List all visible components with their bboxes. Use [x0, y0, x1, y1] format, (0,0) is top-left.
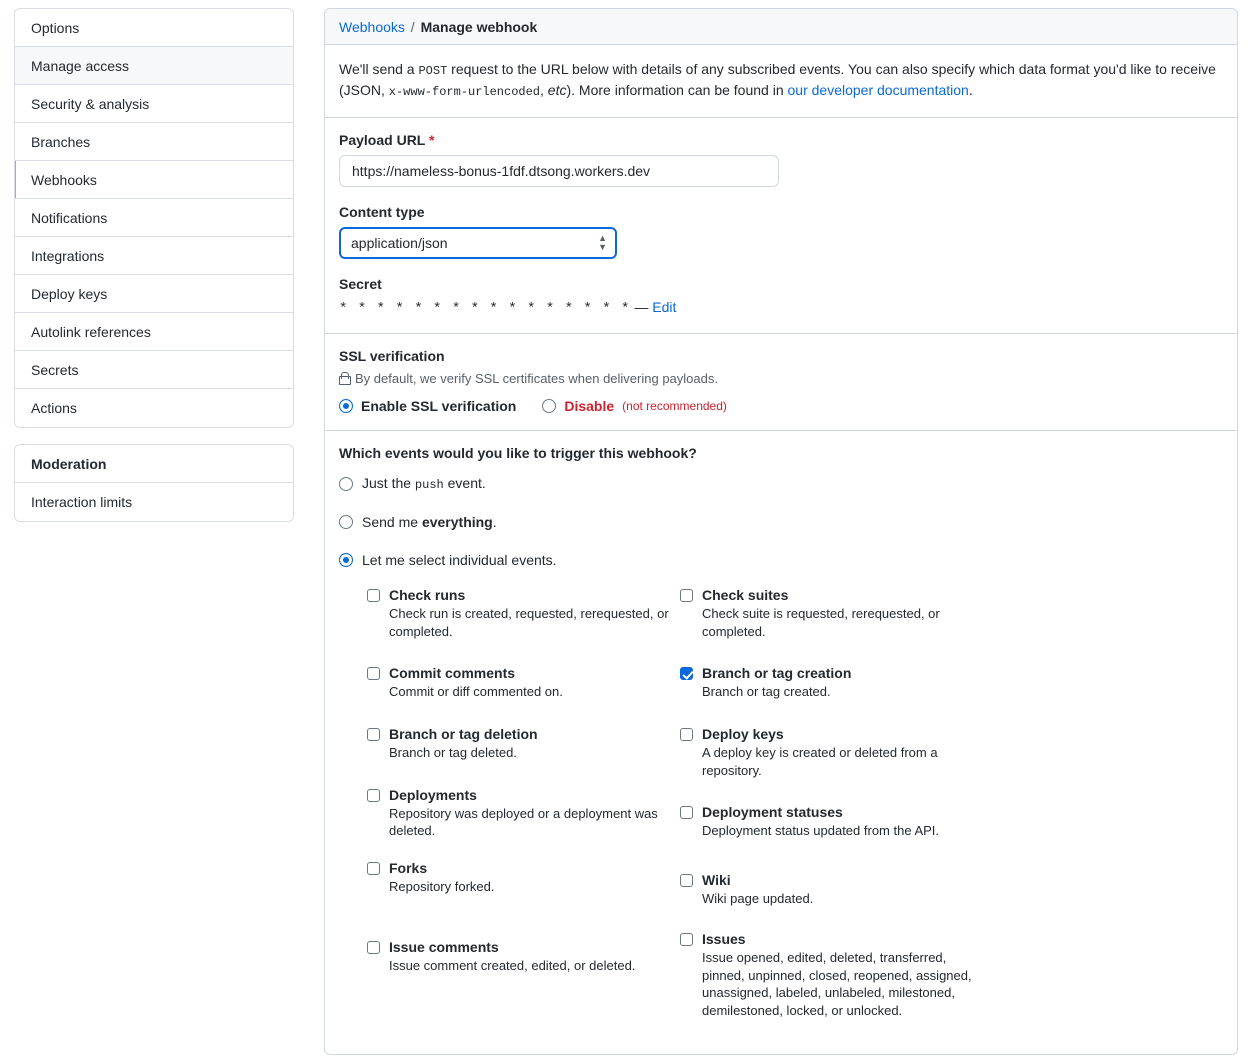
event-title: Issues [702, 930, 746, 947]
event-title: Deployments [389, 786, 477, 803]
sidebar-item-security-analysis[interactable] [15, 85, 293, 123]
event-individual-radio[interactable] [339, 553, 353, 567]
event-title: Check runs [389, 587, 466, 603]
event-desc: Check suite is requested, rerequested, or completed. [702, 606, 940, 639]
sidebar-primary-nav [14, 8, 294, 428]
chevron-updown-icon: ▲ ▼ [598, 233, 607, 252]
ssl-note-text: By default, we verify SSL certificates when delivering payloads. [355, 371, 718, 386]
event-desc: A deploy key is created or deleted from a repository. [702, 745, 938, 778]
event-everything-radio[interactable] [339, 515, 353, 529]
event-title: Check suites [702, 587, 789, 603]
event-desc: Check run is created, requested, rerequested, or completed. [389, 606, 669, 639]
intro-part-d: ). More information can be found in [566, 82, 788, 98]
event-everything-strong: everything [421, 514, 493, 530]
event-option-push[interactable] [339, 475, 1223, 492]
event-desc: Branch or tag deleted. [389, 745, 517, 761]
event-desc: Commit or diff commented on. [389, 684, 563, 700]
developer-documentation-link[interactable]: our developer documentation [787, 82, 969, 98]
event-deployment-statuses-text [702, 803, 939, 840]
event-everything-label [362, 514, 497, 530]
event-branch-tag-deletion-text [389, 725, 538, 762]
event-deployment-statuses-checkbox[interactable] [680, 806, 693, 819]
secret-edit-link[interactable]: Edit [652, 299, 677, 315]
event-push-radio[interactable] [339, 477, 353, 491]
manage-webhook-panel [324, 8, 1238, 1055]
event-column-left [367, 586, 680, 1038]
sidebar-item-actions[interactable] [15, 389, 293, 427]
breadcrumb-separator: / [410, 19, 415, 35]
sidebar-item-autolink-references[interactable] [15, 313, 293, 351]
event-branch-tag-deletion[interactable] [367, 725, 680, 762]
event-push-suffix: event. [443, 475, 486, 491]
event-check-suites-checkbox[interactable] [680, 589, 693, 602]
urlencoded-code: x-www-form-urlencoded [388, 85, 541, 99]
event-branch-tag-creation[interactable] [680, 664, 1223, 701]
sidebar-item-label: Actions [31, 400, 77, 416]
event-title: Commit comments [389, 665, 516, 682]
required-marker: * [429, 132, 435, 148]
event-desc: Repository forked. [389, 879, 495, 895]
breadcrumb-current: Manage webhook [420, 19, 538, 35]
sidebar-item-manage-access[interactable] [15, 47, 293, 85]
sidebar-item-label: Deploy keys [31, 286, 108, 302]
event-everything-suffix: . [492, 514, 497, 530]
sidebar-item-label: Secrets [31, 362, 79, 378]
event-desc: Deployment status updated from the API. [702, 823, 940, 839]
event-commit-comments[interactable] [367, 664, 680, 701]
event-push-label [362, 475, 486, 492]
content-type-label: Content type [339, 204, 425, 220]
sidebar-moderation-heading: Moderation [15, 445, 293, 483]
sidebar-moderation-nav [14, 444, 294, 522]
event-desc: Branch or tag created. [702, 684, 831, 700]
event-option-everything[interactable] [339, 514, 1223, 530]
event-everything-prefix: Send me [362, 514, 422, 530]
intro-section [325, 45, 1237, 118]
event-deployments[interactable] [367, 786, 680, 840]
event-check-runs-checkbox[interactable] [367, 589, 380, 602]
events-section [325, 431, 1237, 1054]
ssl-note [339, 371, 1223, 386]
event-issues[interactable] [680, 930, 1223, 1019]
event-title: Issue comments [389, 938, 499, 955]
ssl-disable-option[interactable] [542, 398, 727, 414]
event-check-suites[interactable] [680, 586, 1223, 640]
event-title: Wiki [702, 872, 731, 889]
sidebar-item-notifications[interactable] [15, 199, 293, 237]
intro-part-b: request to the URL below with details of any subscribed events. You can also specify which data format you'd like to receive (JSON, [339, 61, 1216, 98]
events-title: Which events would you like to trigger this webhook? [339, 445, 697, 461]
sidebar-item-secrets[interactable] [15, 351, 293, 389]
event-push-prefix: Just the [362, 475, 415, 491]
sidebar-item-label: Integrations [31, 248, 105, 264]
ssl-enable-option[interactable] [339, 398, 516, 414]
content-type-select[interactable] [339, 227, 617, 259]
event-branch-tag-deletion-checkbox[interactable] [367, 728, 380, 741]
sidebar-item-branches[interactable] [15, 123, 293, 161]
secret-label: Secret [339, 276, 382, 292]
event-title: Forks [389, 860, 428, 877]
event-checkbox-grid [367, 586, 1223, 1038]
event-wiki-checkbox[interactable] [680, 874, 693, 887]
sidebar-item-options[interactable] [15, 9, 293, 47]
event-deployment-statuses[interactable] [680, 803, 1223, 840]
sidebar-item-integrations[interactable] [15, 237, 293, 275]
sidebar-item-label: Notifications [31, 210, 108, 226]
ssl-disable-radio[interactable] [542, 399, 556, 413]
event-desc: Issue comment created, edited, or deleted. [389, 957, 636, 973]
ssl-enable-radio[interactable] [339, 399, 353, 413]
content-type-select-wrap [339, 227, 617, 259]
event-forks-text [389, 859, 495, 896]
payload-url-input[interactable] [339, 155, 779, 187]
sidebar-item-label: Autolink references [31, 324, 151, 340]
event-branch-tag-creation-text [702, 664, 851, 701]
secret-dash: — [634, 299, 649, 315]
ssl-disable-label: Disable [564, 398, 615, 414]
push-code: push [414, 478, 444, 492]
event-option-individual[interactable] [339, 552, 1223, 568]
ssl-verification-section [325, 334, 1237, 431]
event-wiki[interactable] [680, 871, 1223, 908]
event-individual-label: Let me select individual events. [362, 552, 557, 568]
event-issue-comments[interactable] [367, 938, 680, 975]
sidebar-item-label: Manage access [31, 58, 130, 74]
settings-sidebar [14, 8, 294, 522]
ssl-disable-suffix: (not recommended) [622, 399, 727, 413]
event-issues-checkbox[interactable] [680, 933, 693, 946]
sidebar-item-webhooks[interactable] [15, 161, 293, 199]
breadcrumb-webhooks-link[interactable]: Webhooks [339, 19, 405, 35]
sidebar-item-deploy-keys[interactable] [15, 275, 293, 313]
secret-masked-value: * * * * * * * * * * * * * * * * [339, 301, 631, 317]
event-desc: Wiki page updated. [702, 891, 814, 907]
event-desc: Issue opened, edited, deleted, transferred, pinned, unpinned, closed, reopened, assigned, unassigned, labeled, unlabeled, milestoned, demilestoned, locked, or unlocked. [702, 949, 972, 1018]
event-desc: Repository was deployed or a deployment was deleted. [389, 805, 658, 839]
event-check-runs[interactable] [367, 586, 680, 640]
webhook-config-section [325, 118, 1237, 334]
sidebar-item-label: Security & analysis [31, 96, 150, 112]
event-check-suites-text [702, 586, 977, 640]
event-deploy-keys[interactable] [680, 725, 1223, 779]
secret-row [339, 299, 1223, 317]
intro-part-c: , [540, 82, 548, 98]
payload-url-label-text: Payload URL [339, 132, 426, 148]
event-deploy-keys-text [702, 725, 977, 779]
intro-end: . [968, 82, 973, 98]
sidebar-item-label: Branches [31, 134, 91, 150]
intro-text [339, 59, 1219, 101]
event-issue-comments-checkbox[interactable] [367, 941, 380, 954]
event-title: Branch or tag creation [702, 665, 852, 682]
sidebar-item-label: Webhooks [31, 172, 97, 188]
event-commit-comments-text [389, 664, 563, 701]
event-issues-text [702, 930, 977, 1019]
event-title: Branch or tag deletion [389, 726, 538, 743]
post-code: POST [418, 64, 448, 78]
event-commit-comments-checkbox[interactable] [367, 667, 380, 680]
event-wiki-text [702, 871, 813, 908]
lock-icon [339, 372, 349, 385]
event-deployments-checkbox[interactable] [367, 789, 380, 802]
event-check-runs-text [389, 586, 679, 640]
sidebar-item-label: Interaction limits [31, 494, 133, 510]
sidebar-item-interaction-limits[interactable] [15, 483, 293, 521]
payload-url-label [339, 132, 1223, 148]
event-branch-tag-creation-checkbox[interactable] [680, 667, 693, 680]
breadcrumb [325, 9, 1237, 45]
event-title: Deployment statuses [702, 804, 843, 821]
ssl-verification-label: SSL verification [339, 348, 445, 364]
event-deploy-keys-checkbox[interactable] [680, 728, 693, 741]
ssl-enable-label: Enable SSL verification [361, 398, 517, 414]
intro-etc: etc [547, 82, 567, 98]
ssl-radio-group [339, 398, 1223, 414]
event-deployments-text [389, 786, 679, 840]
intro-part-a: We'll send a [339, 61, 419, 77]
event-forks[interactable] [367, 859, 680, 896]
event-issue-comments-text [389, 938, 635, 975]
event-title: Deploy keys [702, 726, 784, 743]
event-forks-checkbox[interactable] [367, 862, 380, 875]
sidebar-item-label: Options [31, 20, 80, 36]
event-column-right [680, 586, 1223, 1038]
